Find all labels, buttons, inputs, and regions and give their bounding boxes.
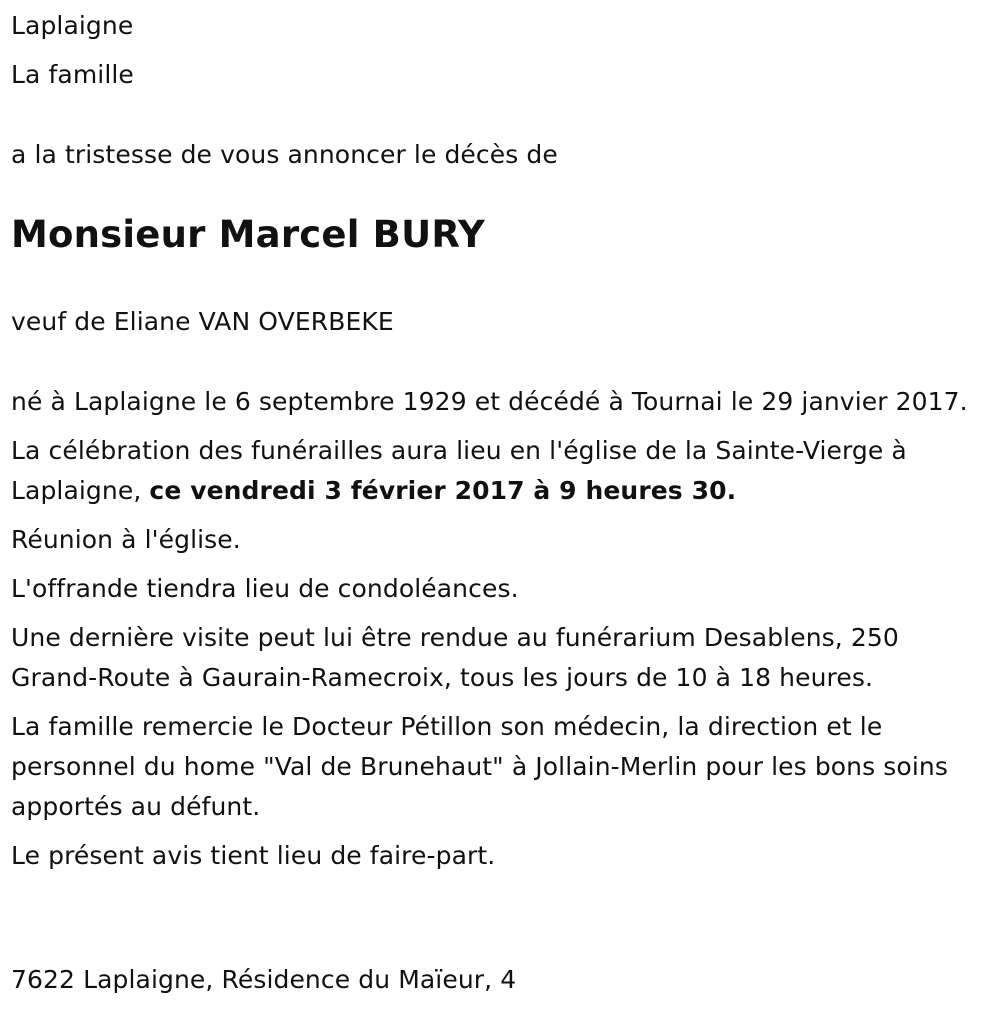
header-town: Laplaigne (11, 11, 134, 40)
birth-death-paragraph: né à Laplaigne le 6 septembre 1929 et décédé à Tournai le 29 janvier 2017. (11, 387, 968, 416)
spouse-text: veuf de Eliane VAN OVERBEKE (11, 307, 394, 336)
notice-paragraph: Le présent avis tient lieu de faire-part. (11, 841, 496, 870)
deceased-name: Monsieur Marcel BURY (11, 213, 485, 256)
announcement-text: a la tristesse de vous annoncer le décès de (11, 140, 558, 169)
details-block (11, 382, 971, 885)
address-text: 7622 Laplaigne, Résidence du Maïeur, 4 (11, 965, 517, 994)
funeral-paragraph (11, 431, 971, 511)
header-family: La famille (11, 60, 134, 89)
meeting-paragraph: Réunion à l'église. (11, 525, 241, 554)
offering-paragraph: L'offrande tiendra lieu de condoléances. (11, 574, 519, 603)
visit-paragraph: Une dernière visite peut lui être rendue au funérarium Desablens, 250 Grand-Route à Gaurain-Ramecroix, tous les jours de 10 à 18 heures. (11, 623, 899, 692)
funeral-date-time: ce vendredi 3 février 2017 à 9 heures 30. (149, 476, 737, 505)
thanks-paragraph: La famille remercie le Docteur Pétillon son médecin, la direction et le personnel du home "Val de Brunehaut" à Jollain-Merlin pour les bons soins apportés au défunt. (11, 712, 948, 821)
funeral-text: La célébration des funérailles aura lieu en l'église de la Sainte-Vierge à Laplaigne, (11, 436, 907, 505)
